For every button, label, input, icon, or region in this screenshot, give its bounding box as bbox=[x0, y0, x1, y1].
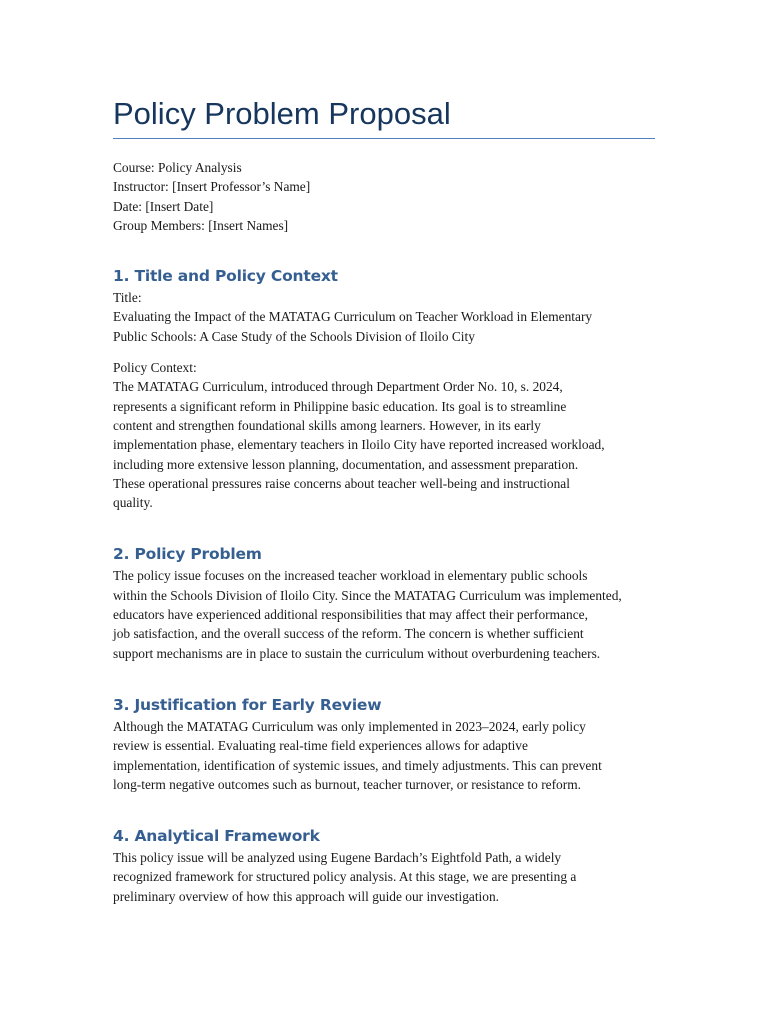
paragraph-line: job satisfaction, and the overall success of the reform. The concern is whether sufficient bbox=[113, 626, 584, 642]
paragraph-line: These operational pressures raise concerns about teacher well-being and instructional bbox=[113, 475, 570, 491]
paragraph-line: support mechanisms are in place to sustain the curriculum without overburdening teachers. bbox=[113, 645, 601, 661]
section-heading: 1. Title and Policy Context bbox=[113, 267, 338, 286]
document-meta bbox=[113, 158, 658, 235]
paragraph-line: including more extensive lesson planning, documentation, and assessment preparation. bbox=[113, 456, 579, 472]
document-title: Policy Problem Proposal bbox=[113, 96, 451, 131]
paragraph-line: represents a significant reform in Philippine basic education. Its goal is to streamline bbox=[113, 398, 567, 414]
paragraph-line: implementation, identification of systemic issues, and timely adjustments. This can prevent bbox=[113, 757, 602, 773]
section-body bbox=[113, 848, 658, 906]
paragraph-line: preliminary overview of how this approach will guide our investigation. bbox=[113, 888, 500, 904]
paragraph-line: Although the MATATAG Curriculum was only implemented in 2023–2024, early policy bbox=[113, 718, 586, 734]
meta-instructor: Instructor: [Insert Professor’s Name] bbox=[113, 179, 311, 195]
section-title-and-policy-context bbox=[113, 265, 658, 512]
meta-date: Date: [Insert Date] bbox=[113, 198, 214, 214]
section-heading: 2. Policy Problem bbox=[113, 545, 262, 564]
paragraph-line: This policy issue will be analyzed using Eugene Bardach’s Eightfold Path, a widely bbox=[113, 850, 562, 866]
policy-context-label: Policy Context: bbox=[113, 360, 197, 376]
section-analytical-framework bbox=[113, 825, 658, 906]
paragraph-line: within the Schools Division of Iloilo City. Since the MATATAG Curriculum was implemented, bbox=[113, 587, 622, 603]
section-justification-early-review bbox=[113, 694, 658, 794]
paragraph-line: quality. bbox=[113, 495, 153, 511]
section-body bbox=[113, 566, 658, 662]
paragraph-line: implementation phase, elementary teachers in Iloilo City have reported increased workload, bbox=[113, 437, 605, 453]
title-label: Title: bbox=[113, 290, 142, 306]
meta-group-members: Group Members: [Insert Names] bbox=[113, 217, 289, 233]
paragraph-line: review is essential. Evaluating real-time field experiences allows for adaptive bbox=[113, 738, 528, 754]
meta-course: Course: Policy Analysis bbox=[113, 160, 242, 175]
section-policy-problem bbox=[113, 543, 658, 662]
paragraph-line: The MATATAG Curriculum, introduced through Department Order No. 10, s. 2024, bbox=[113, 379, 563, 395]
paragraph-line: Public Schools: A Case Study of the Schools Division of Iloilo City bbox=[113, 328, 475, 344]
section-heading: 4. Analytical Framework bbox=[113, 827, 320, 846]
paragraph-line: Evaluating the Impact of the MATATAG Curriculum on Teacher Workload in Elementary bbox=[113, 309, 593, 325]
paragraph-line: The policy issue focuses on the increased teacher workload in elementary public schools bbox=[113, 568, 588, 584]
section-body bbox=[113, 288, 658, 512]
paragraph-line: recognized framework for structured policy analysis. At this stage, we are presenting a bbox=[113, 869, 577, 885]
paragraph-gap bbox=[113, 346, 658, 358]
section-heading: 3. Justification for Early Review bbox=[113, 695, 382, 714]
paragraph-line: educators have experienced additional responsibilities that may affect their performance, bbox=[113, 607, 588, 623]
section-body bbox=[113, 717, 658, 794]
paragraph-line: content and strengthen foundational skills among learners. However, in its early bbox=[113, 417, 541, 433]
title-underline bbox=[113, 138, 655, 139]
paragraph-line: long-term negative outcomes such as burnout, teacher turnover, or resistance to reform. bbox=[113, 776, 581, 792]
